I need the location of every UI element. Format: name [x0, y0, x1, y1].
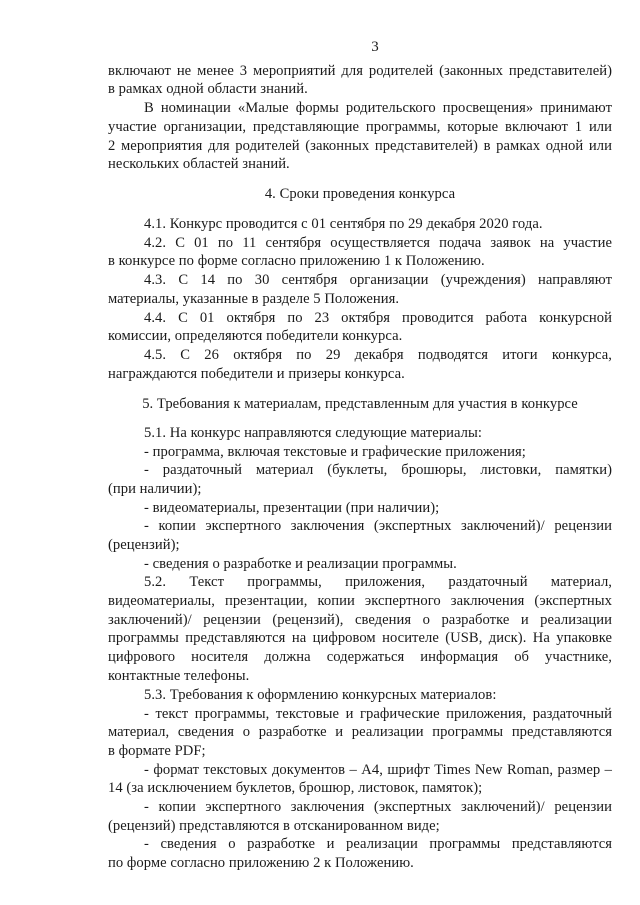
text-line: в рамках одной области знаний. [108, 81, 308, 97]
text-line: - видеоматериалы, презентации (при наличии); [144, 500, 440, 516]
text-line: 14 (за исключением буклетов, брошюр, листовок, памяток); [108, 780, 483, 796]
text-line: В номинации «Малые формы родительского просвещения» принимают [144, 100, 612, 116]
text-line: 5.3. Требования к оформлению конкурсных материалов: [144, 687, 497, 703]
text-line: 2 мероприятия для родителей (законных представителей) в рамках одной или [108, 138, 612, 154]
text-line: включают не менее 3 мероприятий для родителей (законных представителей) [108, 63, 612, 79]
text-line: - сведения о разработке и реализации программы представляются [144, 836, 612, 852]
text-line: - копии экспертного заключения (экспертных заключений)/ рецензии [144, 518, 612, 534]
text-line: по форме согласно приложению 2 к Положению. [108, 855, 414, 871]
text-line: контактные телефоны. [108, 668, 250, 684]
text-line: нескольких областей знаний. [108, 156, 290, 172]
text-line: участие организации, представляющие программы, которые включают 1 или [108, 119, 612, 135]
text-line: 4.2. С 01 по 11 сентября осуществляется подача заявок на участие [144, 235, 612, 251]
text-line: цифрового носителя должна содержаться информация об участнике, [108, 649, 612, 665]
section-heading: 4. Сроки проведения конкурса [264, 186, 456, 202]
text-line: программы представляются на цифровом носителе (USB, диск). На упаковке [108, 630, 612, 646]
text-line: (рецензий) представляются в отсканированном виде; [108, 818, 440, 834]
text-line: 4.3. С 14 по 30 сентября организации (учреждения) направляют [144, 272, 612, 288]
section-heading: 5. Требования к материалам, представленным для участия в конкурсе [142, 396, 578, 412]
text-line: 5.1. На конкурс направляются следующие материалы: [144, 425, 482, 441]
text-line: - формат текстовых документов – А4, шрифт Times New Roman, размер – [144, 762, 612, 778]
text-line: - текст программы, текстовые и графические приложения, раздаточный [144, 706, 612, 722]
text-line: в формате PDF; [108, 743, 206, 759]
text-line: видеоматериалы, презентации, копии экспертного заключения (экспертных [108, 593, 612, 609]
text-line: материалы, указанные в разделе 5 Положения. [108, 291, 400, 307]
text-line: 4.4. С 01 октября по 23 октября проводится работа конкурсной [144, 310, 612, 326]
text-line: 4.1. Конкурс проводится с 01 сентября по 29 декабря 2020 года. [144, 216, 543, 232]
text-line: - программа, включая текстовые и графические приложения; [144, 444, 526, 460]
text-line: (при наличии); [108, 481, 202, 497]
text-line: - сведения о разработке и реализации программы. [144, 556, 457, 572]
text-line: материал, сведения о разработке и реализации программы представляются [108, 724, 612, 740]
text-line: награждаются победители и призеры конкурса. [108, 366, 405, 382]
text-line: в конкурсе по форме согласно приложению 1 к Положению. [108, 253, 485, 269]
text-line: комиссии, определяются победители конкурса. [108, 328, 403, 344]
text-line: - раздаточный материал (буклеты, брошюры, листовки, памятки) [144, 462, 612, 478]
text-line: (рецензий); [108, 537, 180, 553]
text-line: 5.2. Текст программы, приложения, раздаточный материал, [144, 574, 612, 590]
page-number: 3 [371, 39, 379, 55]
text-line: заключений)/ рецензии (рецензий), сведения о разработке и реализации [108, 612, 612, 628]
text-line: 4.5. С 26 октября по 29 декабря подводятся итоги конкурса, [144, 347, 612, 363]
text-line: - копии экспертного заключения (экспертных заключений)/ рецензии [144, 799, 612, 815]
